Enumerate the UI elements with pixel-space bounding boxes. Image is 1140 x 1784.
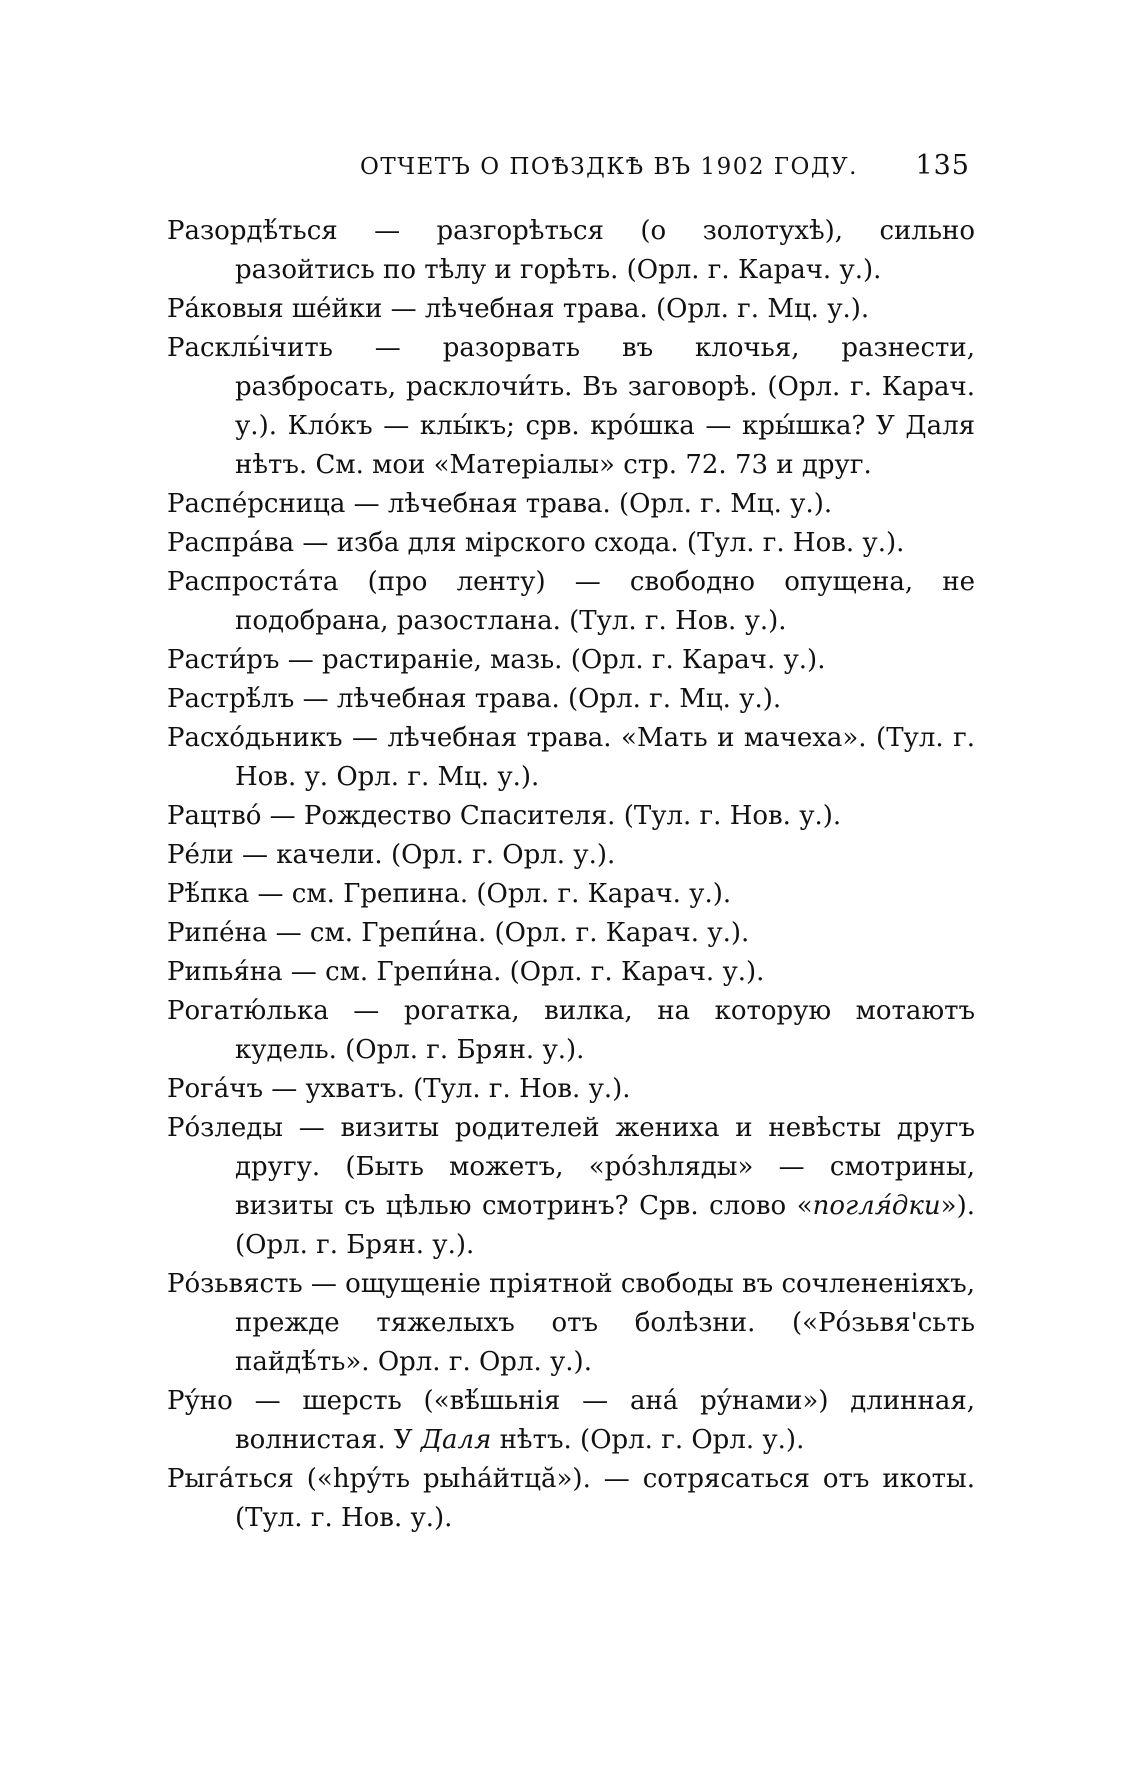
entry-definition: — шерсть («вѣ́шьнія — ана́ ру́нами») длинная, волнистая. У xyxy=(232,1386,975,1455)
entry-definition: (про ленту) — свободно опущена, не подобрана, разостлана. (Тул. г. Нов. у.). xyxy=(235,567,975,636)
dictionary-entry xyxy=(167,875,975,914)
running-header xyxy=(360,150,970,181)
entry-definition: — ухватъ. (Тул. г. Нов. у.). xyxy=(263,1074,631,1104)
entry-definition: — изба для мірского схода. (Тул. г. Нов. у.). xyxy=(294,528,905,558)
dictionary-entry xyxy=(167,641,975,680)
entry-definition: — см. Грепи́на. (Орл. г. Карач. у.). xyxy=(267,918,750,948)
dictionary-entry xyxy=(167,992,975,1070)
header-title: ОТЧЕТЪ О ПОѢЗДКѢ ВЪ 1902 ГОДУ. xyxy=(360,154,858,180)
entry-headword: Расти́ръ xyxy=(167,645,280,675)
entry-headword: Ре́ли xyxy=(167,840,234,870)
entry-headword: Разордѣ́ться xyxy=(167,216,338,246)
dictionary-entry xyxy=(167,1382,975,1460)
dictionary-entry xyxy=(167,524,975,563)
entry-headword: Рипе́на xyxy=(167,918,268,948)
entry-definition: — разгорѣться (о золотухѣ), сильно разойтись по тѣлу и горѣть. (Орл. г. Карач. у.). xyxy=(235,216,975,285)
page-number: 135 xyxy=(915,150,970,181)
entry-definition: — см. Грепи́на. (Орл. г. Карач. у.). xyxy=(282,957,765,987)
entry-definition: — растираніе, мазь. (Орл. г. Карач. у.). xyxy=(279,645,826,675)
entry-definition: — лѣчебная трава. (Орл. г. Мц. у.). xyxy=(382,294,870,324)
dictionary-entry xyxy=(167,329,975,485)
entry-headword: Распе́рсница xyxy=(167,489,346,519)
dictionary-entry xyxy=(167,212,975,290)
dictionary-entry xyxy=(167,797,975,836)
dictionary-entry xyxy=(167,836,975,875)
entry-definition-tail: »). (Орл. г. Брян. у.). xyxy=(235,1191,975,1260)
entry-headword: Раскль́ічить xyxy=(167,333,333,363)
dictionary-entry xyxy=(167,1109,975,1265)
dictionary-entry xyxy=(167,1265,975,1382)
entry-headword: Рѣ́пка xyxy=(167,879,250,909)
entry-definition: — лѣчебная трава. (Орл. г. Мц. у.). xyxy=(294,684,782,714)
dictionary-entries xyxy=(167,212,975,1538)
entry-definition: — см. Грепина. (Орл. г. Карач. у.). xyxy=(249,879,732,909)
entry-definition: — ощущеніе пріятной свободы въ сочлененіяхъ, прежде тяжелыхъ отъ болѣзни. («Ро́зьвя'сьть пайдѣ́ть». Орл. г. Орл. у.). xyxy=(235,1269,975,1377)
dictionary-entry xyxy=(167,719,975,797)
entry-definition: — лѣчебная трава. (Орл. г. Мц. у.). xyxy=(345,489,833,519)
dictionary-entry xyxy=(167,290,975,329)
entry-headword: Растрѣ́лъ xyxy=(167,684,295,714)
dictionary-entry xyxy=(167,953,975,992)
entry-headword: Рацтво́ xyxy=(167,801,262,831)
entry-definition: — разорвать въ клочья, разнести, разбросать, расклочи́ть. Въ заговорѣ. (Орл. г. Карач. у.). Кло́къ — клы́къ; срв. кро́шка — кры́шка? У Даля нѣтъ. См. мои «Матеріалы» стр. 72. 73 и друг. xyxy=(235,333,975,480)
dictionary-entry xyxy=(167,914,975,953)
entry-definition: — рогатка, вилка, на которую мотаютъ кудель. (Орл. г. Брян. у.). xyxy=(235,996,975,1065)
dictionary-entry xyxy=(167,485,975,524)
entry-headword: Рыга́ться xyxy=(167,1464,294,1494)
entry-headword: Рипья́на xyxy=(167,957,283,987)
entry-definition: — визиты родителей жениха и невѣсты другъ другу. (Быть можетъ, «ро́зhляды» — смотрины, визиты съ цѣлью смотринъ? Срв. слово « xyxy=(235,1113,975,1221)
entry-definition: («hру́ть рыhа́йтцă»). — сотрясаться отъ икоты. (Тул. г. Нов. у.). xyxy=(235,1464,975,1533)
dictionary-entry xyxy=(167,563,975,641)
entry-headword: Ро́зледы xyxy=(167,1113,283,1143)
dictionary-entry xyxy=(167,1070,975,1109)
entry-headword: Рога́чъ xyxy=(167,1074,264,1104)
entry-headword: Ру́но xyxy=(167,1386,233,1416)
entry-headword: Ра́ковыя ше́йки xyxy=(167,294,383,324)
entry-headword: Распроста́та xyxy=(167,567,339,597)
entry-definition: — лѣчебная трава. «Мать и мачеха». (Тул. г. Нов. у. Орл. г. Мц. у.). xyxy=(235,723,975,792)
entry-headword: Расхо́дьникъ xyxy=(167,723,343,753)
entry-italic-text: Даля xyxy=(420,1425,492,1455)
dictionary-entry xyxy=(167,1460,975,1538)
dictionary-entry xyxy=(167,680,975,719)
entry-headword: Распра́ва xyxy=(167,528,295,558)
entry-definition: — качели. (Орл. г. Орл. у.). xyxy=(233,840,616,870)
entry-headword: Рогатю́лька xyxy=(167,996,329,1026)
entry-definition-tail: нѣтъ. (Орл. г. Орл. у.). xyxy=(491,1425,805,1455)
entry-italic-text: погля́дки xyxy=(812,1191,941,1221)
entry-definition: — Рождество Спасителя. (Тул. г. Нов. у.). xyxy=(261,801,842,831)
entry-headword: Ро́зьвясть xyxy=(167,1269,303,1299)
